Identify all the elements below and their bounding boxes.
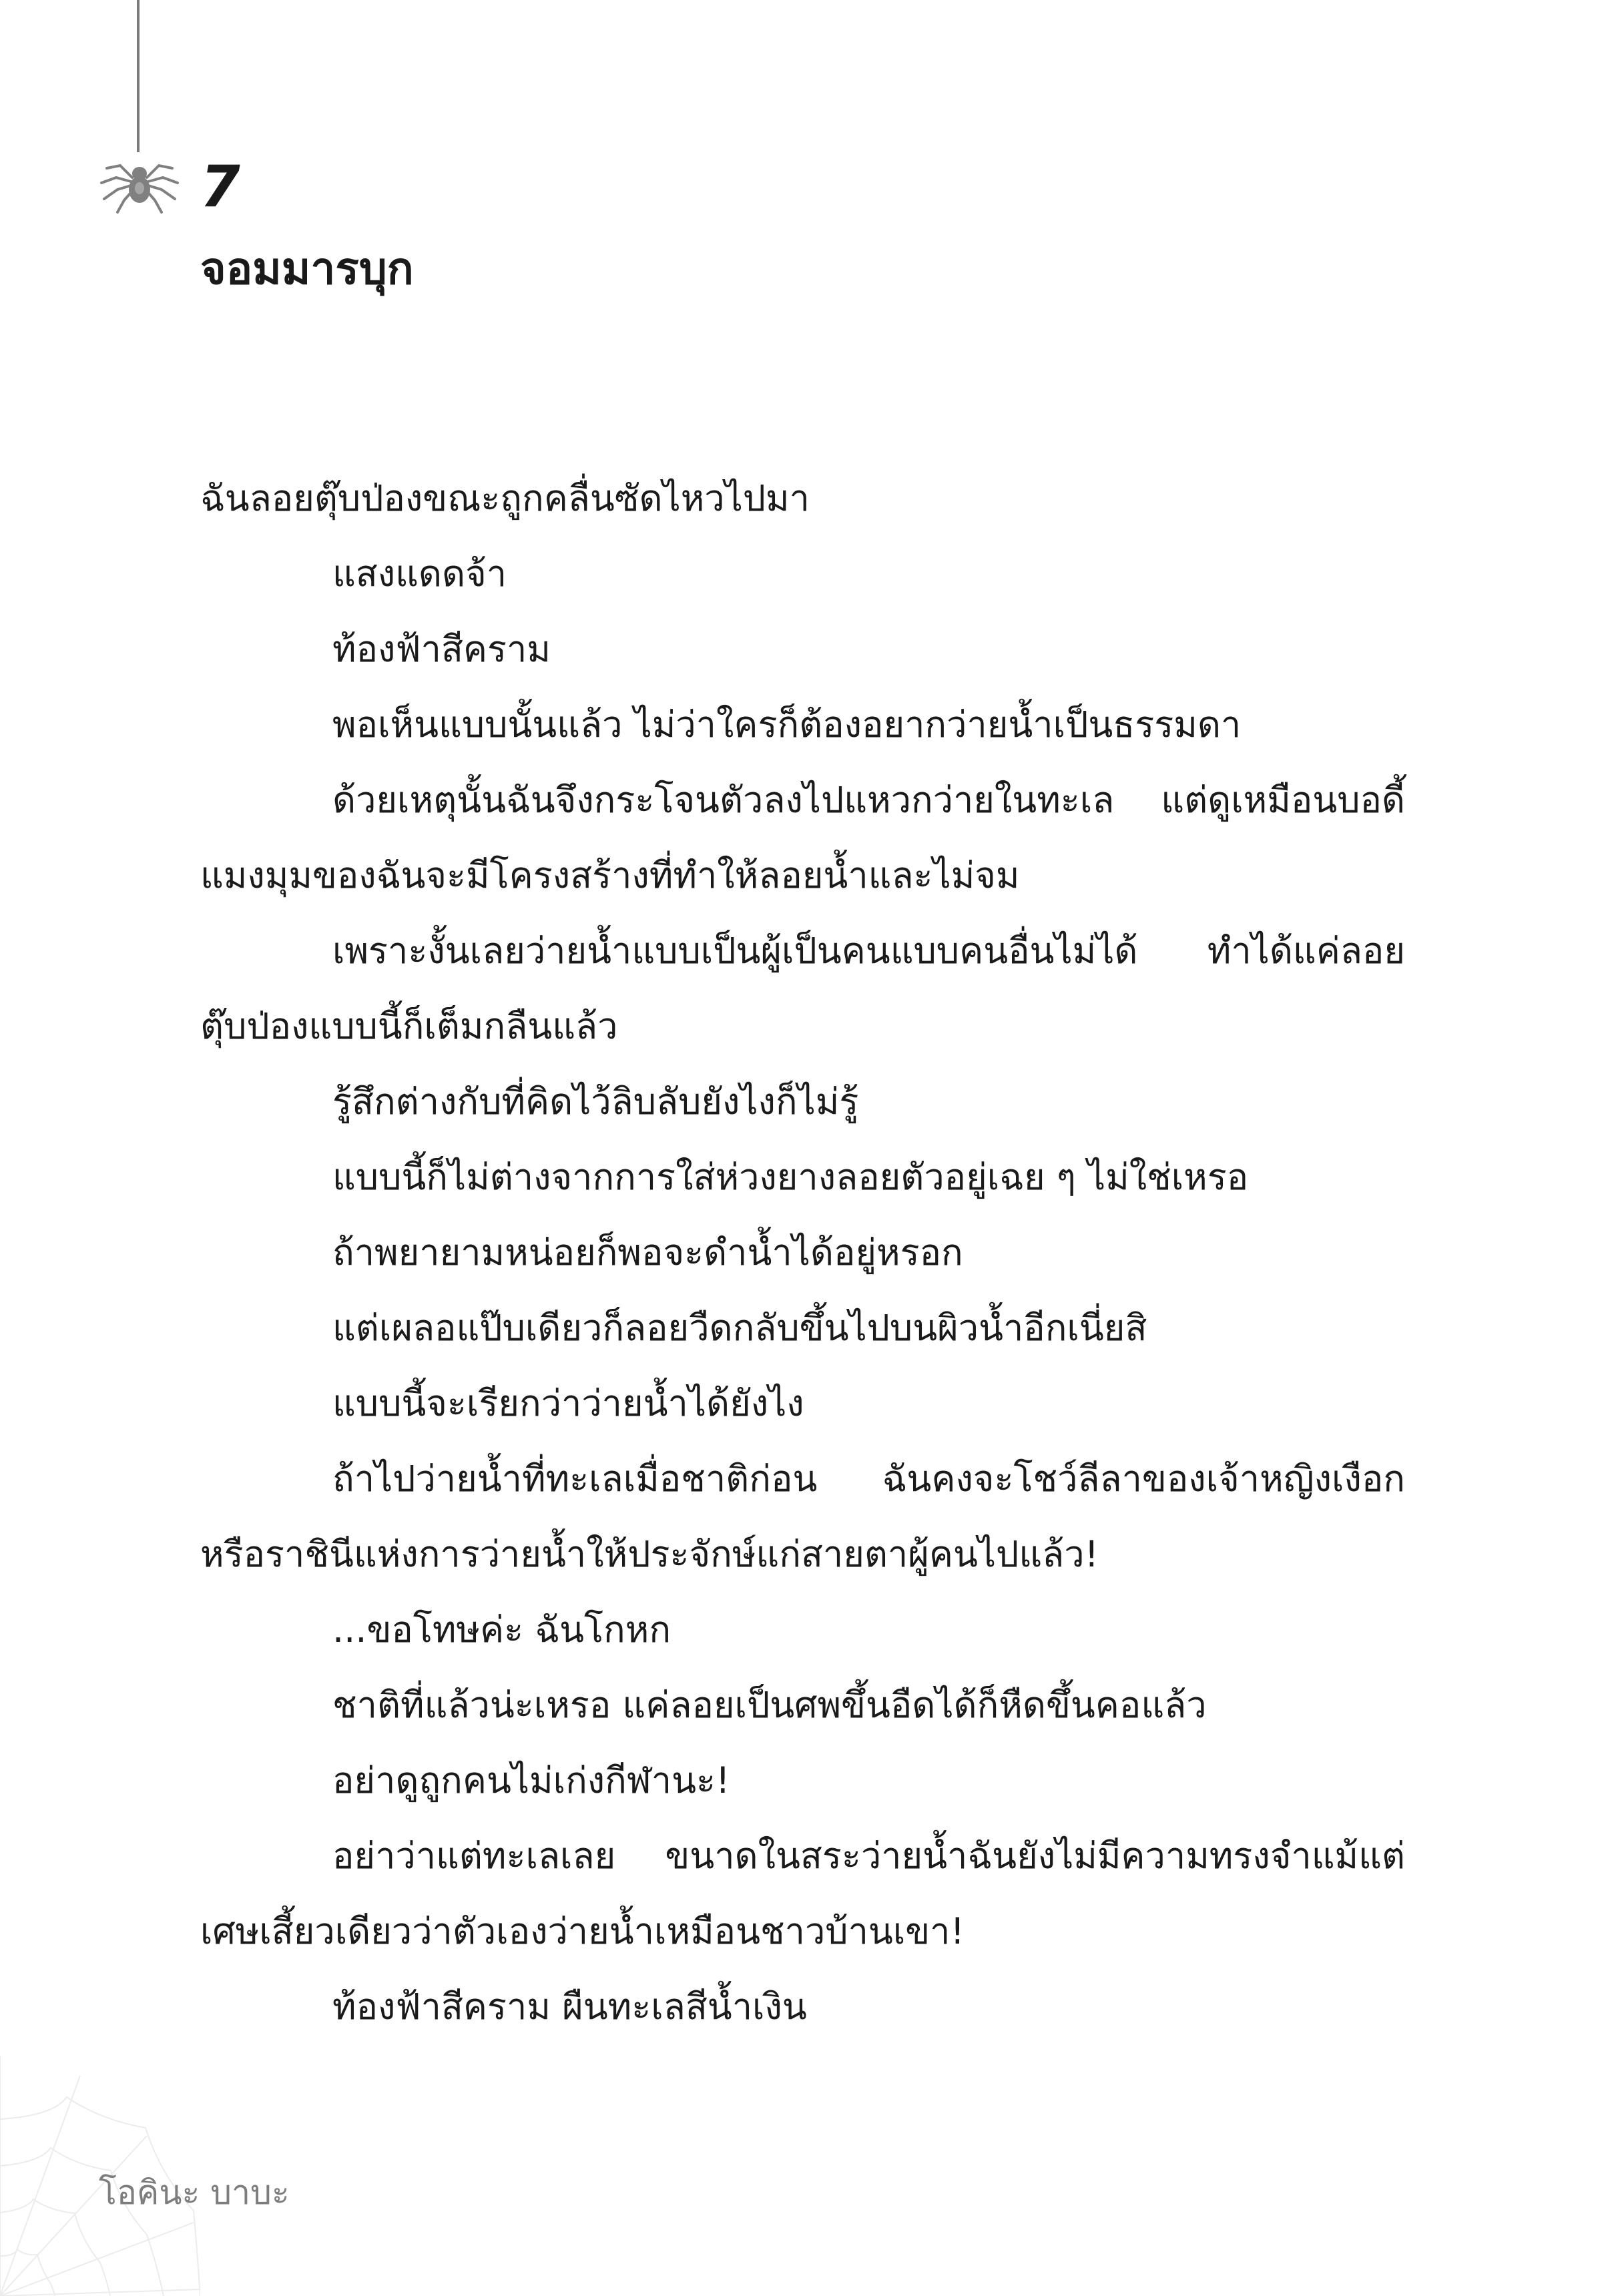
paragraph: แสงแดดจ้า [332, 553, 507, 595]
footer-author: โอคินะ บาบะ [99, 2173, 290, 2212]
spider-icon [97, 148, 182, 215]
paragraph: ชาติที่แล้วน่ะเหรอ แค่ลอยเป็นศพขึ้นอืดได้ก็หืดขึ้นคอแล้ว [332, 1684, 1207, 1726]
paragraph: แต่เผลอแป๊บเดียวก็ลอยวืดกลับขึ้นไปบนผิวน้ำอีกเนี่ยสิ [332, 1307, 1147, 1349]
spider-thread [137, 0, 140, 152]
paragraph: ด้วยเหตุนั้นฉันจึงกระโจนตัวลงไปแหวกว่ายในทะเล แต่ดูเหมือนบอดี้แมงมุมของฉันจะมีโครงสร้างที่ทำให้ลอยน้ำและไม่จม [200, 779, 1405, 896]
paragraph: แบบนี้ก็ไม่ต่างจากการใส่ห่วงยางลอยตัวอยู่เฉย ๆ ไม่ใช่เหรอ [332, 1156, 1249, 1198]
paragraph: ...ขอโทษค่ะ ฉันโกหก [332, 1609, 671, 1651]
chapter-number: 7 [200, 154, 240, 220]
paragraph: พอเห็นแบบนั้นแล้ว ไม่ว่าใครก็ต้องอยากว่ายน้ำเป็นธรรมดา [332, 703, 1242, 746]
paragraph: อย่าว่าแต่ทะเลเลย ขนาดในสระว่ายน้ำฉันยังไม่มีความทรงจำแม้แต่เศษเสี้ยวเดียวว่าตัวเองว่ายน้ำเหมือนชาวบ้านเขา! [200, 1835, 1405, 1952]
chapter-body [200, 461, 1405, 2044]
paragraph: เพราะงั้นเลยว่ายน้ำแบบเป็นผู้เป็นคนแบบคนอื่นไม่ได้ ทำได้แค่ลอยตุ๊บป่องแบบนี้ก็เต็มกลืนแล้ว [200, 930, 1405, 1047]
paragraph: ท้องฟ้าสีคราม ผืนทะเลสีน้ำเงิน [332, 1986, 807, 2028]
paragraph: รู้สึกต่างกับที่คิดไว้ลิบลับยังไงก็ไม่รู้ [332, 1081, 859, 1123]
paragraph: ถ้าพยายามหน่อยก็พอจะดำน้ำได้อยู่หรอก [332, 1231, 963, 1273]
chapter-title: จอมมารบุก [200, 243, 414, 294]
paragraph: ถ้าไปว่ายน้ำที่ทะเลเมื่อชาติก่อน ฉันคงจะโชว์ลีลาของเจ้าหญิงเงือก หรือราชินีแห่งการว่ายน้ำให้ประจักษ์แก่สายตาผู้คนไปแล้ว! [200, 1458, 1405, 1575]
paragraph: ท้องฟ้าสีคราม [332, 628, 551, 670]
paragraph: ฉันลอยตุ๊บป่องขณะถูกคลื่นซัดไหวไปมา [200, 477, 810, 519]
paragraph: อย่าดูถูกคนไม่เก่งกีฬานะ! [332, 1759, 730, 1801]
paragraph: แบบนี้จะเรียกว่าว่ายน้ำได้ยังไง [332, 1382, 804, 1424]
